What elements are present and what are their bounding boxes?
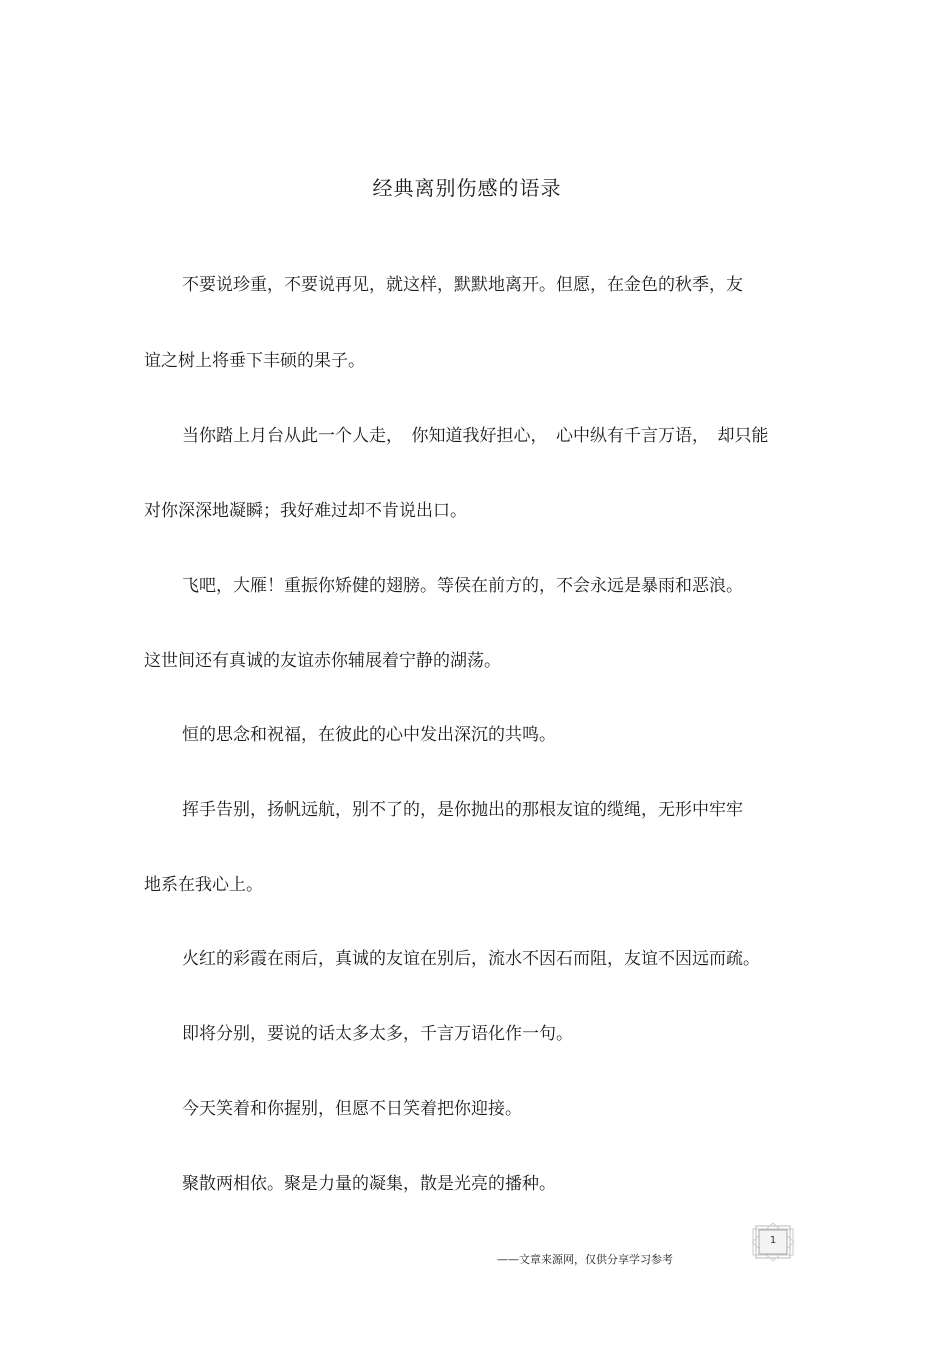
page-title: 经典离别伤感的语录 xyxy=(372,176,562,200)
page-number: 1 xyxy=(769,1235,777,1246)
page-number-badge xyxy=(750,1222,796,1262)
paragraph-line: 不要说珍重，不要说再见，就这样，默默地离开。但愿，在金色的秋季，友 xyxy=(182,275,743,295)
footer-source-note: ——文章来源网，仅供分享学习参考 xyxy=(497,1253,673,1266)
paragraph-line: 飞吧，大雁！重振你矫健的翅膀。等侯在前方的，不会永远是暴雨和恶浪。 xyxy=(182,576,743,596)
paragraph-line: 地系在我心上。 xyxy=(144,875,263,895)
paragraph-line: 即将分别，要说的话太多太多，千言万语化作一句。 xyxy=(182,1024,573,1044)
paragraph-line: 谊之树上将垂下丰硕的果子。 xyxy=(144,351,365,371)
paragraph-line: 恒的思念和祝福，在彼此的心中发出深沉的共鸣。 xyxy=(182,725,556,745)
paragraph-line: 挥手告别，扬帆远航，别不了的，是你抛出的那根友谊的缆绳，无形中牢牢 xyxy=(182,800,743,820)
paragraph-line: 今天笑着和你握别，但愿不日笑着把你迎接。 xyxy=(182,1099,522,1119)
paragraph-line: 对你深深地凝瞬；我好难过却不肯说出口。 xyxy=(144,501,467,521)
paragraph-line: 聚散两相依。聚是力量的凝集，散是光亮的播种。 xyxy=(182,1174,556,1194)
paragraph-line: 这世间还有真诚的友谊赤你辅展着宁静的湖荡。 xyxy=(144,651,501,671)
paragraph-line: 当你踏上月台从此一个人走， 你知道我好担心， 心中纵有千言万语， 却只能 xyxy=(182,426,769,446)
paragraph-line: 火红的彩霞在雨后，真诚的友谊在别后，流水不因石而阻，友谊不因远而疏。 xyxy=(182,949,760,969)
